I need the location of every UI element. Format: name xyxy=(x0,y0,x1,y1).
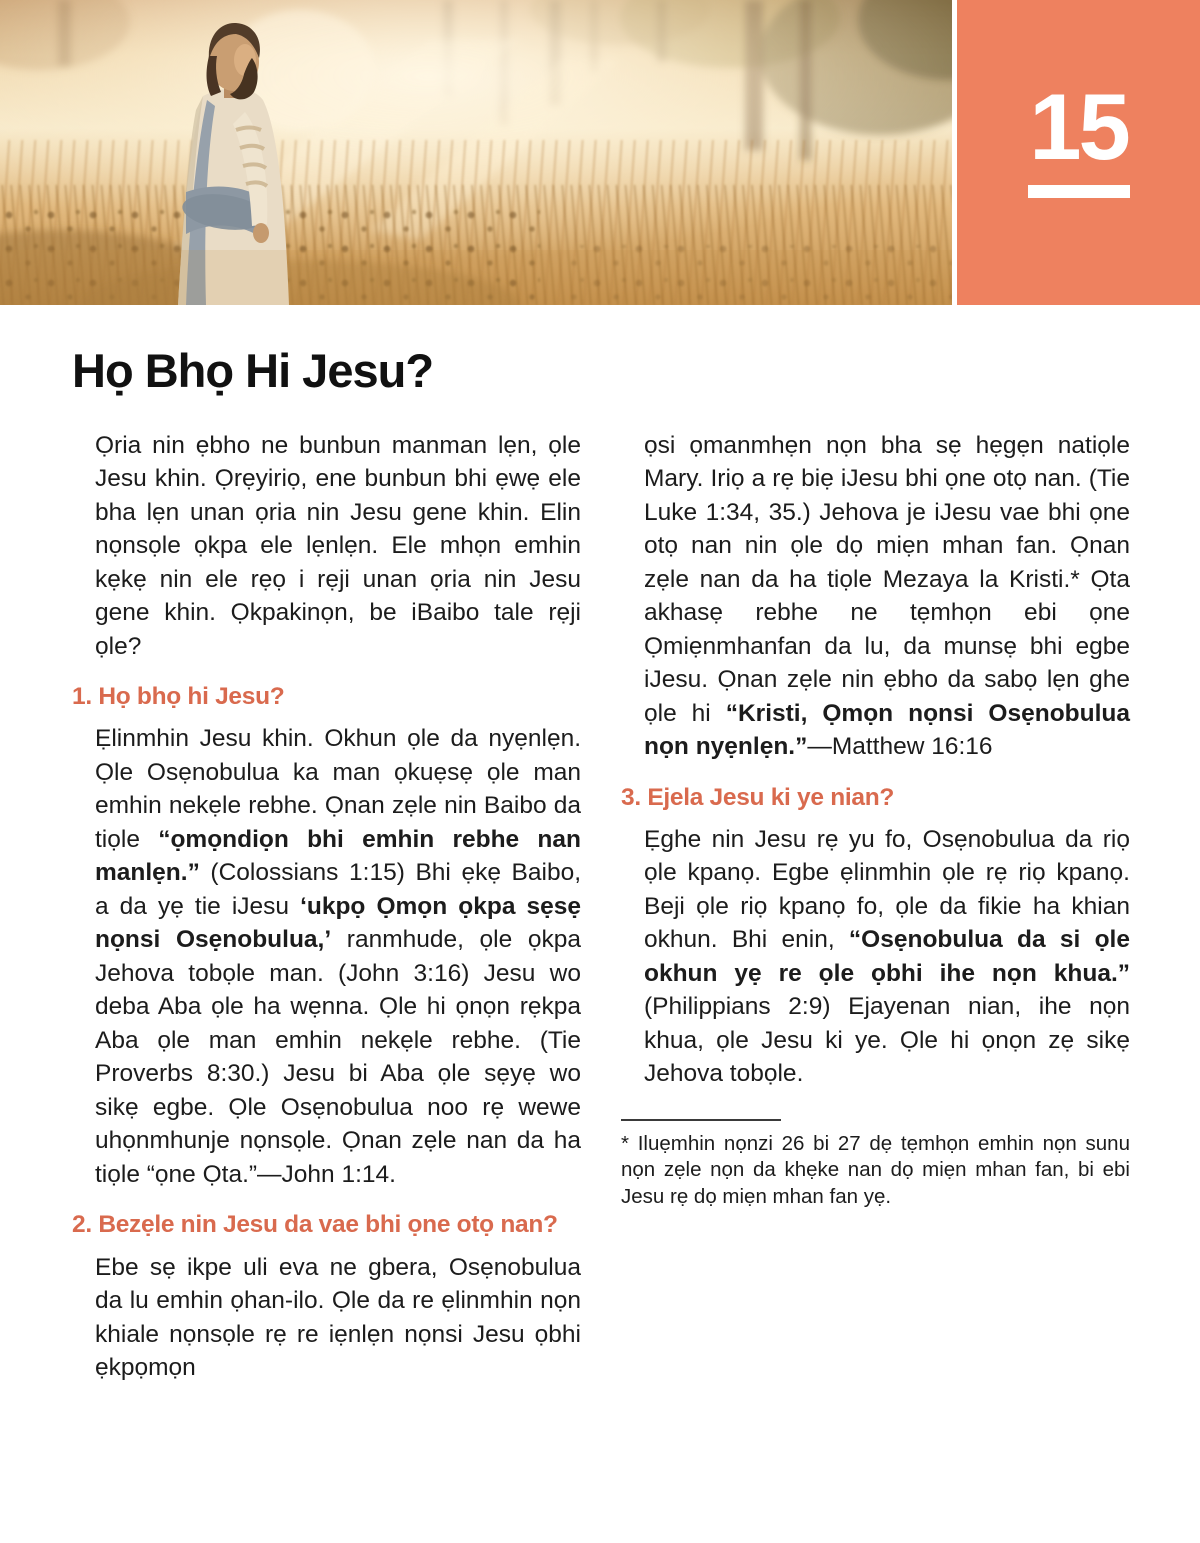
bold-scripture-quote: “Kristi, Ọmọn nọnsi Osẹnobulua nọn nyẹnlẹn.” xyxy=(644,699,1130,761)
text-segment: (Colossians 1:15) Bhi ẹkẹ Baibo, a da yẹ tie iJesu xyxy=(95,859,581,920)
footnote-text: * Iluẹmhin nọnzi 26 bi 27 dẹ tẹmhọn emhin nọn sunu nọn zẹle nọn da khẹke nan dọ miẹn mhan fan, bi ebi Jesu rẹ dọ miẹn mhan fan yẹ. xyxy=(621,1131,1130,1208)
bold-scripture-quote: “Osẹnobulua da si ọle okhun yẹ re ọle ọbhi ihe nọn khua.” xyxy=(644,926,1130,987)
hero-banner xyxy=(0,0,1200,305)
text-segment: Ẹlinmhin Jesu khin. Okhun ọle da nyẹnlẹn. Ọle Osẹnobulua ka man ọkuẹsẹ ọle man emhin nekẹle rebhe. Ọnan zẹle nin Baibo da tiọle xyxy=(95,725,581,853)
right-column xyxy=(621,429,1130,1385)
left-column xyxy=(72,429,581,1385)
hero-photo xyxy=(0,0,952,305)
page-title: Họ Bhọ Hi Jesu? xyxy=(72,344,434,397)
lesson-number-badge xyxy=(957,0,1200,305)
lesson-number-underline xyxy=(1028,185,1130,198)
bold-scripture-quote: ‘ukpọ Ọmọn ọkpa sẹsẹ nọnsi Osẹnobulua,’ xyxy=(95,892,581,954)
footnote-divider xyxy=(621,1119,781,1121)
section-2-heading: 2. Bezẹle nin Jesu da vae bhi ọne otọ nan? xyxy=(72,1211,558,1239)
intro-paragraph: Ọria nin ẹbho ne bunbun manman lẹn, ọle Jesu khin. Ọrẹyiriọ, ene bunbun bhi ẹwẹ ele bha lẹn unan ọria nin Jesu gene khin. Elin nọnsọle ọkpa ele lẹnlẹn. Ele mhọn emhin kẹkẹ nin ele rẹọ i rẹji unan ọria nin Jesu gene khin. Ọkpakinọn, be iBaibo tale rẹji ọle? xyxy=(95,431,581,660)
field-scene-illustration xyxy=(0,0,952,305)
section-2-paragraph-left xyxy=(95,1251,581,1385)
footnote xyxy=(621,1119,1130,1211)
article-body xyxy=(0,345,1200,1385)
section-1-heading: 1. Họ bhọ hi Jesu? xyxy=(72,683,285,711)
section-2-paragraph-right xyxy=(644,429,1130,764)
text-segment: (Philippians 2:9) Ejayenan nian, ihe nọn khua, ọle Jesu ki ye. Ọle hi ọnọn zẹ sikẹ Jehova tobọle. xyxy=(644,993,1130,1088)
section-3-heading: 3. Ejela Jesu ki ye nian? xyxy=(621,783,895,811)
lesson-number: 15 xyxy=(1029,74,1128,179)
text-segment: ranmhude, ọle ọkpa Jehova tobọle man. (John 3:16) Jesu wo deba Aba ọle ha wẹnna. Ọle hi ọnọn rẹkpa Aba ọle man emhin nekẹle rebhe. (Tie Proverbs 8:30.) Jesu bi Aba ọle sẹyẹ wo sikẹ egbe. Ọle Osẹnobulua noo rẹ wewe uhọnmhunje nọnsọle. Ọnan zẹle nan da ha tiọle “ọne Ọta.”—John 1:14. xyxy=(95,926,581,1188)
section-3-paragraph xyxy=(644,823,1130,1091)
section-1-paragraph xyxy=(95,722,581,1191)
warm-wash xyxy=(0,250,952,305)
text-segment: Ebe sẹ ikpe uli eva ne gbera, Osẹnobulua da lu emhin ọhan-ilo. Ọle da re ẹlinmhin nọn khiale nọnsọle rẹ re iẹnlẹn nọnsi Jesu ọbhi ẹkpọmọn xyxy=(95,1253,581,1382)
text-segment: —Matthew 16:16 xyxy=(807,733,993,761)
text-segment: ọsi ọmanmhẹn nọn bha sẹ hẹgẹn natiọle Mary. Iriọ a rẹ biẹ iJesu bhi ọne otọ nan. (Tie Luke 1:34, 35.) Jehova je iJesu vae bhi ọne otọ nan nin ọle dọ miẹn mhan fan. Ọnan zẹle nan da ha tiọle Mezaya la Kristi.* Ọta akhasẹ rebhe ne tẹmhọn ebi ọne Ọmiẹnmhanfan da lu, da munsẹ bhi egbe iJesu. Ọnan zẹle nin ẹbho da sabọ lẹn ghe ọle hi xyxy=(644,431,1130,727)
bold-scripture-quote: “ọmọndiọn bhi emhin rebhe nan manlẹn.” xyxy=(95,825,581,887)
two-column-layout xyxy=(72,429,1130,1385)
text-segment: Ẹghe nin Jesu rẹ yu fo, Osẹnobulua da riọ ọle kpanọ. Egbe ẹlinmhin ọle rẹ riọ kpanọ. Beji ọle riọ kpanọ fo, ọle da fikie ha khian okhun. Bhi enin, xyxy=(644,825,1130,954)
